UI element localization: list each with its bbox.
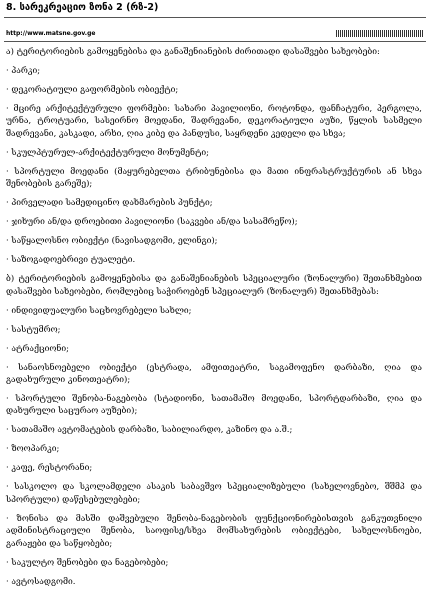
source-url[interactable]: http://www.matsne.gov.ge [6,30,96,37]
list-item: · ავტოსადგომი. [6,576,76,587]
list-item: · საწყალოსნო ობიექტი (ნავისადგომი, ელინგი); [6,236,218,247]
section-b-heading: ბ) ტერიტორიების გამოყენებისა და განაშენიანების სპეციალური (ზონალური) შეთანხმებით დასაშვები სახეობები, რომლებიც საჭიროებენ სპეციალურ (ზონალურ) შეთანხმებას: [6,274,422,297]
document-title: 8. სარეკრეაციო ზონა 2 (რზ-2) [6,2,159,13]
section-a-heading: ა) ტერიტორიების გამოყენებისა და განაშენიანების ძირითადი დასაშვები სახეობები: [6,47,380,57]
list-item: · ატრაქციონი; [6,343,70,354]
list-item: · ჯიხური ან/და დროებითი პავილიონი (საკვები ან/და სასამრეწო); [6,217,298,228]
list-item: · სათამაშო ავტომატების დარბაზი, საბილიარდო, კაზინო და ა.შ.; [6,425,293,436]
list-item: · ინდივიდუალური საცხოვრებელი სახლი; [6,305,192,316]
list-item: · ზოოპარკი; [6,444,60,455]
list-item: · სასტუმრო; [6,324,61,335]
list-item: · სპორტული შენობა-ნაგებობა (სტადიონი, სათამაშო მოედანი, სპორტდარბაზი, ღია და დახურული საცურაო აუზები); [6,394,422,417]
list-item: · საზოგადოებრივი ტუალეტი. [6,255,136,266]
document-body [6,46,422,595]
barcode-image [336,30,424,37]
header-divider [4,17,426,18]
list-item: · პარკი; [6,66,41,76]
list-item: · სკულპტურულ-არქიტექტურული მონუმენტი; [6,147,209,158]
list-item: · სანაოსნოებელი ობიექტი (ესტრადა, ამფითეატრი, საგამოფენო დარბაზი, ღია და გადახურული კინოთეატრი); [6,362,422,386]
list-item: · დეკორატიული გაფორმების ობიექტი; [6,85,179,95]
url-divider [4,41,426,42]
list-item: · საკულტო შენობები და ნაგებობები; [6,557,169,568]
list-item: · სპორტული მოედანი (მაყურებელთა ტრიბუნებისა და მათი ინფრასტრუქტურის ან სხვა შენობების გარეშე); [6,166,422,190]
list-item: · კაფე, რესტორანი; [6,463,93,474]
list-item: · მცირე არქიტექტურული ფორმები: სახარი პავილიონი, როტონდა, ფანჩატური, პერგოლა, ურნა, ტროტუარი, სასეირნო მოედანი, შადრევანი, დეკორატიული აუზი, წყლის სასმელი შადრევანი, კასკადი, არხი, ღია კიბე და პანდუსი, საყრდენი კედელი და სხვა; [6,104,422,139]
list-item: · პირველადი სამედიცინო დახმარების პუნქტი; [6,198,213,209]
list-item: · ზონისა და მასში დაშვებული შენობა-ნაგებობის ფუნქციონირებისთვის განკუთვნილი ადმინისტრაციული შენობა, საოფისე/სხვა მომსახურების ობიექტები, სახელოსნოები, გარაჟები და საწყობები; [6,513,422,549]
list-item: · სასკოლო და სკოლამდელი ასაკის საბავშვო სპეციალიზებული (სახელოვნებო, შშმპ და სპორტული) დაწესებულებები; [6,482,422,505]
